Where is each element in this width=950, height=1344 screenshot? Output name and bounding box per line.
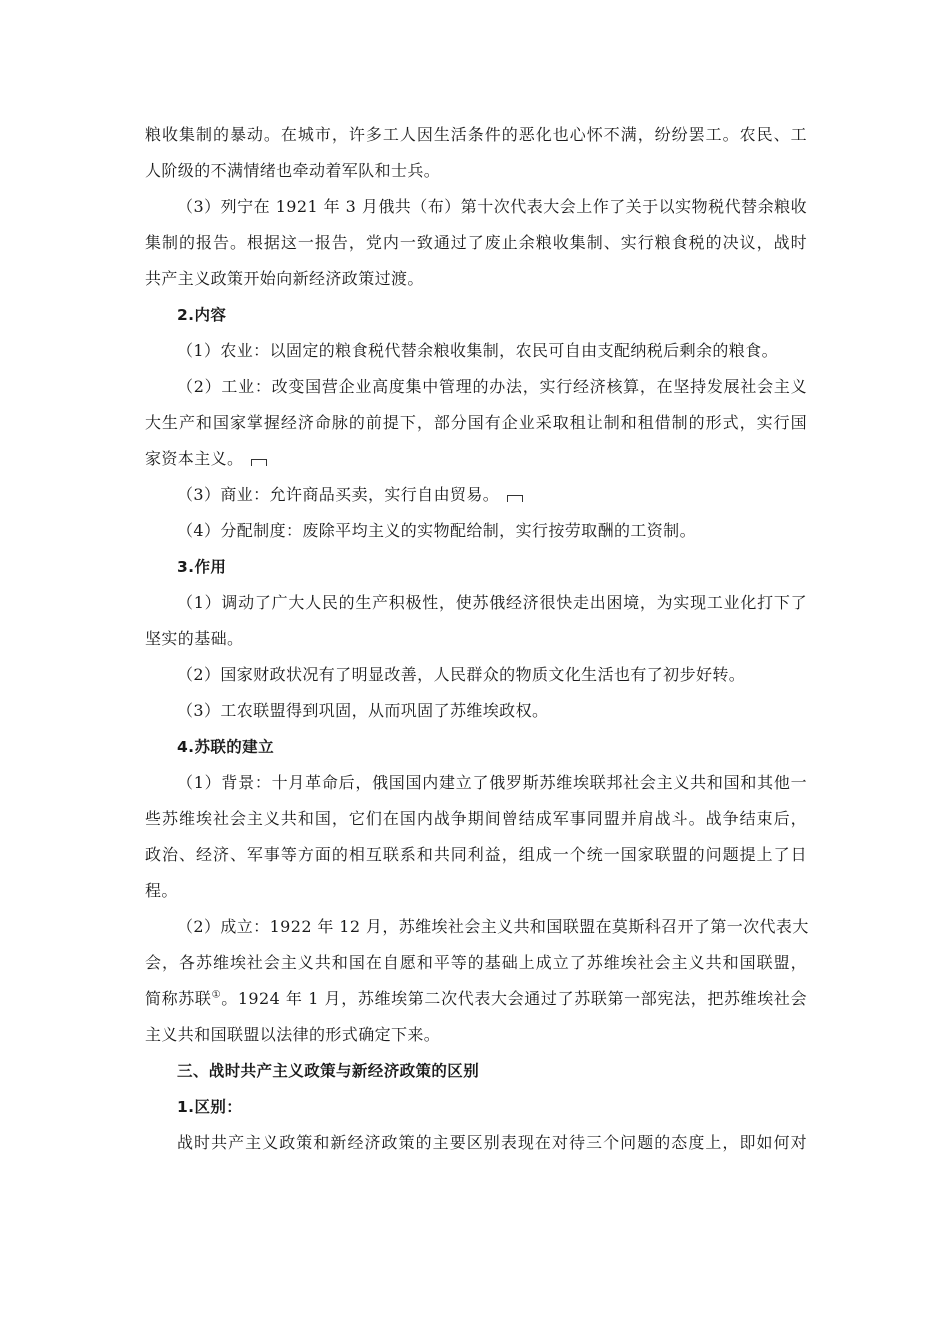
section-heading: 1.区别：	[177, 1098, 243, 1116]
section-heading: 三、战时共产主义政策与新经济政策的区别	[177, 1062, 480, 1080]
paragraph-line: 大生产和国家掌握经济命脉的前提下，部分国有企业采取租让制和租借制的形式，实行国	[145, 413, 807, 432]
paragraph-line: 共产主义政策开始向新经济政策过渡。	[145, 269, 424, 288]
paragraph-line: 粮收集制的暴动。在城市，许多工人因生活条件的恶化也心怀不满，纷纷罢工。农民、工	[145, 125, 807, 144]
paragraph-line	[145, 981, 807, 1017]
paragraph-text: 家资本主义。	[145, 449, 244, 468]
paragraph-line: 主义共和国联盟以法律的形式确定下来。	[145, 1025, 441, 1044]
paragraph-line: （3）列宁在 1921 年 3 月俄共（布）第十次代表大会上作了关于以实物税代替余粮收	[177, 197, 807, 216]
section-heading: 2.内容	[177, 306, 227, 324]
paragraph-line: （3）工农联盟得到巩固，从而巩固了苏维埃政权。	[177, 701, 549, 720]
paragraph-line: 些苏维埃社会主义共和国，它们在国内战争期间曾结成军事同盟并肩战斗。战争结束后，	[145, 809, 807, 828]
paragraph-line: 集制的报告。根据这一报告，党内一致通过了废止余粮收集制、实行粮食税的决议，战时	[145, 233, 807, 252]
section-heading: 3.作用	[177, 558, 227, 576]
paragraph-line	[145, 477, 807, 513]
paragraph-line: （2）国家财政状况有了明显改善，人民群众的物质文化生活也有了初步好转。	[177, 665, 746, 684]
paragraph-line: 政治、经济、军事等方面的相互联系和共同利益，组成一个统一国家联盟的问题提上了日	[145, 845, 807, 864]
paragraph-line: 会，各苏维埃社会主义共和国在自愿和平等的基础上成立了苏维埃社会主义共和国联盟，	[145, 953, 807, 972]
paragraph-line: 程。	[145, 881, 178, 900]
paragraph-line: （2）工业：改变国营企业高度集中管理的办法，实行经济核算，在坚持发展社会主义	[177, 377, 807, 396]
edit-mark-icon	[507, 495, 523, 502]
paragraph-line: 坚实的基础。	[145, 629, 244, 648]
edit-mark-icon	[251, 459, 267, 466]
paragraph-line: （2）成立：1922 年 12 月，苏维埃社会主义共和国联盟在莫斯科召开了第一次代表大	[177, 917, 809, 936]
paragraph-line: （4）分配制度：废除平均主义的实物配给制，实行按劳取酬的工资制。	[177, 521, 696, 540]
footnote-marker[interactable]: ①	[211, 989, 222, 1001]
document-page	[145, 117, 807, 1161]
paragraph-text: 简称苏联	[145, 989, 212, 1008]
paragraph-text: （3）商业：允许商品买卖，实行自由贸易。	[177, 485, 500, 504]
paragraph-line: （1）背景：十月革命后，俄国国内建立了俄罗斯苏维埃联邦社会主义共和国和其他一	[177, 773, 807, 792]
paragraph-line: （1）农业：以固定的粮食税代替余粮收集制，农民可自由支配纳税后剩余的粮食。	[177, 341, 778, 360]
paragraph-line: （1）调动了广大人民的生产积极性，使苏俄经济很快走出困境，为实现工业化打下了	[177, 593, 807, 612]
paragraph-line: 战时共产主义政策和新经济政策的主要区别表现在对待三个问题的态度上，即如何对	[177, 1133, 807, 1152]
paragraph-text: 。1924 年 1 月，苏维埃第二次代表大会通过了苏联第一部宪法，把苏维埃社会	[221, 989, 807, 1008]
section-heading: 4.苏联的建立	[177, 738, 274, 756]
paragraph-line	[145, 441, 807, 477]
paragraph-line: 人阶级的不满情绪也牵动着军队和士兵。	[145, 161, 441, 180]
